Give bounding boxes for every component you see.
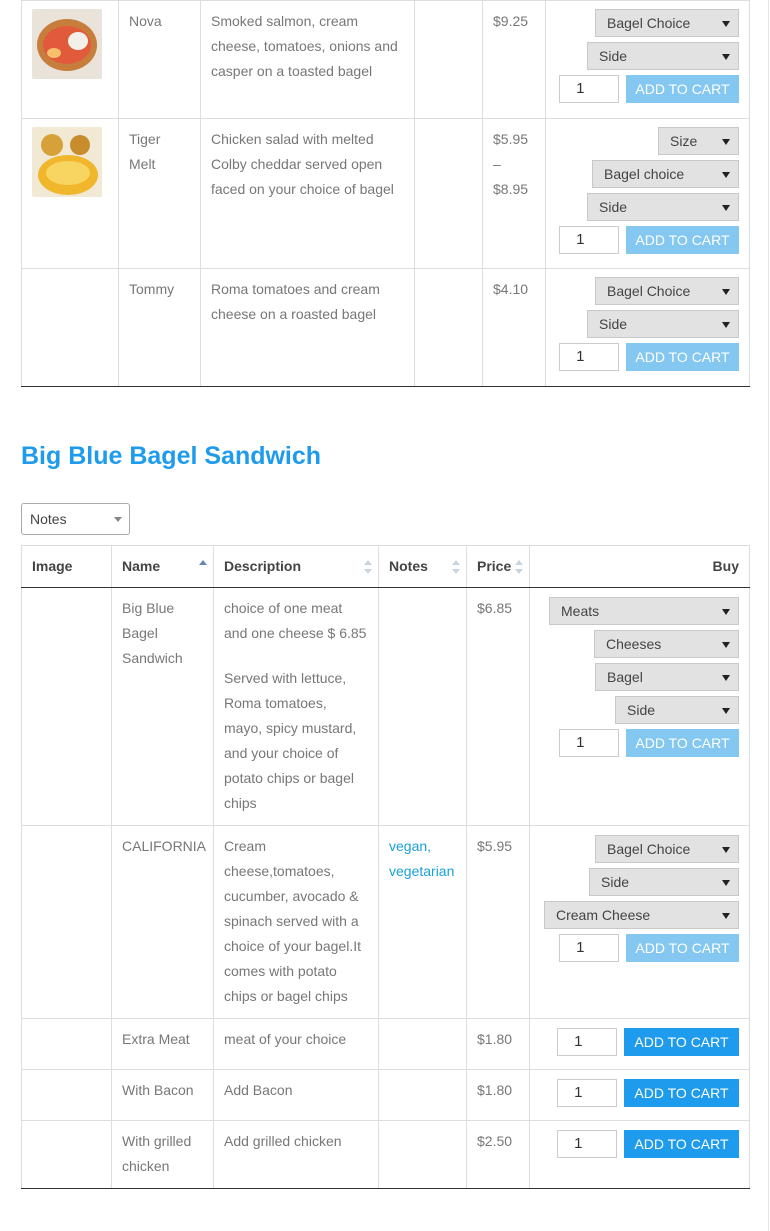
bagel-choice-select[interactable]: Bagel Choice [595, 277, 739, 305]
buy-cell [530, 1070, 750, 1121]
side-select[interactable]: Side [615, 696, 739, 724]
add-to-cart-button[interactable]: ADD TO CART [626, 343, 739, 371]
col-header-notes-label: Notes [389, 558, 428, 574]
quantity-input[interactable]: 1 [557, 1079, 617, 1107]
buy-cell [530, 588, 750, 826]
add-to-cart-button[interactable]: ADD TO CART [626, 934, 739, 962]
bagel-choice-select[interactable]: Bagel Choice [595, 9, 739, 37]
image-cell [22, 588, 112, 826]
bagel-choice-select[interactable]: Bagel choice [592, 160, 739, 188]
name-cell: With Bacon [112, 1070, 214, 1121]
table-row [22, 119, 750, 269]
notes-cell [415, 119, 483, 269]
side-select[interactable]: Side [589, 868, 739, 896]
price-dash: – [493, 156, 501, 172]
price-cell: $9.25 [483, 1, 546, 119]
name-cell: Extra Meat [112, 1019, 214, 1070]
description-cell: Roma tomatoes and cream cheese on a roasted bagel [201, 269, 415, 387]
add-to-cart-button[interactable]: ADD TO CART [626, 226, 739, 254]
price-cell: $4.10 [483, 269, 546, 387]
add-to-cart-button[interactable]: ADD TO CART [624, 1028, 739, 1056]
page-edge [768, 0, 769, 1231]
quantity-input[interactable]: 1 [557, 1028, 617, 1056]
meats-select[interactable]: Meats [549, 597, 739, 625]
description-cell: meat of your choice [214, 1019, 379, 1070]
buy-cell [530, 1121, 750, 1189]
table-row [22, 826, 750, 1019]
buy-cell [530, 826, 750, 1019]
name-cell: Nova [119, 1, 201, 119]
cheeses-select[interactable]: Cheeses [594, 630, 739, 658]
name-cell: Tiger Melt [119, 119, 201, 269]
quantity-input[interactable]: 1 [559, 75, 619, 103]
table-header-row [22, 546, 750, 588]
price-cell: $1.80 [467, 1070, 530, 1121]
notes-filter-label: Notes [30, 511, 67, 527]
image-cell [22, 1, 119, 119]
bagel-salmon-photo[interactable] [32, 9, 102, 79]
price-cell: $1.80 [467, 1019, 530, 1070]
description-cell: Smoked salmon, cream cheese, tomatoes, onions and casper on a toasted bagel [201, 1, 415, 119]
buy-cell [546, 119, 750, 269]
name-cell: Tommy [119, 269, 201, 387]
col-header-price-label: Price [477, 558, 512, 574]
image-cell [22, 119, 119, 269]
col-header-notes[interactable] [379, 546, 467, 588]
quantity-input[interactable]: 1 [559, 729, 619, 757]
quantity-input[interactable]: 1 [559, 343, 619, 371]
col-header-price[interactable] [467, 546, 530, 588]
quantity-input[interactable]: 1 [557, 1130, 617, 1158]
notes-cell [415, 269, 483, 387]
sort-icon [515, 560, 523, 574]
side-select[interactable]: Side [587, 42, 739, 70]
col-header-image: Image [22, 546, 112, 588]
description-line: choice of one meat and one cheese $ 6.85 [224, 600, 367, 641]
description-cell [214, 588, 379, 826]
price-cell: $2.50 [467, 1121, 530, 1189]
add-to-cart-button[interactable]: ADD TO CART [626, 729, 739, 757]
table-row [22, 1019, 750, 1070]
notes-cell [379, 826, 467, 1019]
add-to-cart-button[interactable]: ADD TO CART [626, 75, 739, 103]
note-tag-vegetarian[interactable]: vegetarian [389, 863, 455, 879]
image-cell [22, 1121, 112, 1189]
notes-cell [379, 1019, 467, 1070]
quantity-input[interactable]: 1 [559, 934, 619, 962]
col-header-description-label: Description [224, 558, 302, 574]
image-cell [22, 1070, 112, 1121]
description-cell: Add Bacon [214, 1070, 379, 1121]
section-title: Big Blue Bagel Sandwich [21, 442, 322, 470]
sort-ascending-icon [199, 560, 207, 574]
table-row [22, 588, 750, 826]
menu-table-previous [21, 0, 750, 387]
table-row [22, 1, 750, 119]
bagel-select[interactable]: Bagel [595, 663, 739, 691]
image-cell [22, 1019, 112, 1070]
description-cell: Add grilled chicken [214, 1121, 379, 1189]
price-max: $8.95 [493, 181, 529, 197]
description-cell: Chicken salad with melted Colby cheddar served open faced on your choice of bagel [201, 119, 415, 269]
notes-cell [379, 1070, 467, 1121]
sort-icon [364, 560, 372, 574]
bagel-choice-select[interactable]: Bagel Choice [595, 835, 739, 863]
buy-cell [546, 1, 750, 119]
tiger-melt-photo[interactable] [32, 127, 102, 197]
col-header-buy: Buy [530, 546, 750, 588]
price-cell: $5.95 [467, 826, 530, 1019]
table-row [22, 1070, 750, 1121]
notes-cell [379, 1121, 467, 1189]
quantity-input[interactable]: 1 [559, 226, 619, 254]
col-header-name-label: Name [122, 558, 161, 574]
price-cell: $6.85 [467, 588, 530, 826]
image-cell [22, 826, 112, 1019]
add-to-cart-button[interactable]: ADD TO CART [624, 1130, 739, 1158]
table-row [22, 1121, 750, 1189]
notes-cell [379, 588, 467, 826]
add-to-cart-button[interactable]: ADD TO CART [624, 1079, 739, 1107]
price-cell [483, 119, 546, 269]
notes-filter-dropdown[interactable] [21, 503, 130, 535]
cream-cheese-select[interactable]: Cream Cheese [544, 901, 739, 929]
image-cell [22, 269, 119, 387]
col-header-description[interactable] [214, 546, 379, 588]
size-select[interactable]: Size [658, 127, 739, 155]
price-min: $5.95 [493, 131, 529, 147]
buy-cell [530, 1019, 750, 1070]
description-cell: Cream cheese,tomatoes, cucumber, avocado & spinach served with a choice of your bagel.It comes with potato chips or bagel chips [214, 826, 379, 1019]
description-line: Served with lettuce, Roma tomatoes, mayo, spicy mustard, and your choice of potato chips or bagel chips [224, 670, 357, 811]
table-row [22, 269, 750, 387]
col-header-name[interactable] [112, 546, 214, 588]
sort-icon [452, 560, 460, 574]
name-cell: Big Blue Bagel Sandwich [112, 588, 214, 826]
notes-cell [415, 1, 483, 119]
note-tag-vegan[interactable]: vegan, [389, 838, 432, 854]
buy-cell [546, 269, 750, 387]
side-select[interactable]: Side [587, 193, 739, 221]
side-select[interactable]: Side [587, 310, 739, 338]
name-cell: With grilled chicken [112, 1121, 214, 1189]
menu-table-big-blue [21, 545, 750, 1189]
name-cell: CALIFORNIA [112, 826, 214, 1019]
